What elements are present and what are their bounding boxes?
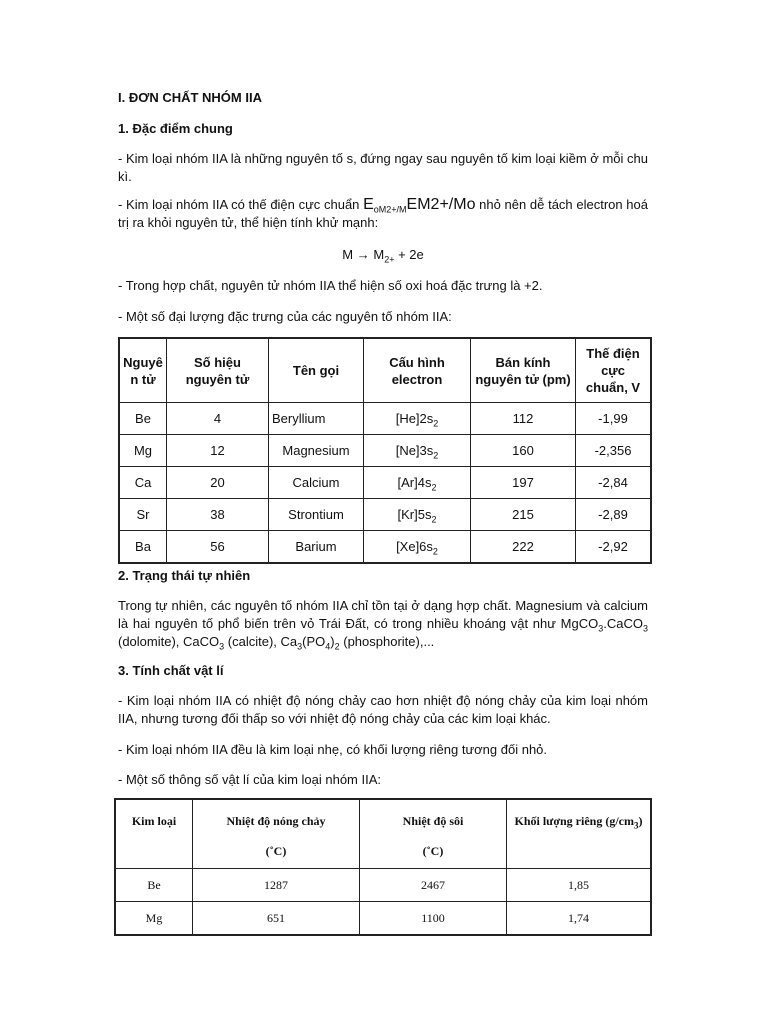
table-header-row xyxy=(115,799,651,869)
cell-radius: 197 xyxy=(471,467,576,499)
cell-boiling-point: 2467 xyxy=(360,869,507,902)
cell-radius: 112 xyxy=(471,403,576,435)
paragraph-electrode-potential: - Kim loại nhóm IIA có thế điện cực chuẩn $E_{oM2+/M}EM2+/Mo$ nhỏ nên dễ tách electron hoá trị ra khỏi nguyên tử, thể hiện tính khử mạnh: xyxy=(118,196,648,230)
table-row xyxy=(119,435,651,467)
element-properties-table xyxy=(118,337,652,564)
section-title: I. ĐƠN CHẤT NHÓM IIA xyxy=(118,90,262,105)
table-header: Nhiệt độ sôi (˚C) xyxy=(360,799,507,869)
cell-symbol: Sr xyxy=(119,499,167,531)
table-row xyxy=(119,499,651,531)
paragraph-light-metals: - Kim loại nhóm IIA đều là kim loại nhẹ, có khối lượng riêng tương đối nhỏ. xyxy=(118,742,548,757)
cell-configuration: $[Kr]5s_2$ xyxy=(364,499,471,531)
cell-configuration: $[Ne]3s_2$ xyxy=(364,435,471,467)
table-row xyxy=(119,403,651,435)
reduction-equation: $M \to M_{2+} + 2e$ xyxy=(342,247,424,265)
table-row xyxy=(115,902,651,936)
cell-potential: -2,92 xyxy=(576,531,652,564)
table-header: Khối lượng riêng $(g/cm_3)$ xyxy=(507,799,652,869)
paragraph-melting-point: - Kim loại nhóm IIA có nhiệt độ nóng chảy cao hơn nhiệt độ nóng chảy của kim loại nhóm IIA, nhưng tương đối thấp so với nhiệt độ nóng chảy của các kim loại khác. xyxy=(118,693,648,726)
cell-density: 1,74 xyxy=(507,902,652,936)
physical-properties-table xyxy=(114,798,652,936)
cell-radius: 215 xyxy=(471,499,576,531)
table-header: Bán kính nguyên tử (pm) xyxy=(471,338,576,403)
paragraph-natural-state: Trong tự nhiên, các nguyên tố nhóm IIA chỉ tồn tại ở dạng hợp chất. Magnesium và calcium là hai nguyên tố phổ biến trên vỏ Trái Đất, có trong nhiều khoáng vật như MgCO$_3$.CaCO$_3$ (dolomite), CaCO$_3$ (calcite), $Ca_3(PO_4)_2$ (phosphorite),... xyxy=(118,598,648,652)
subsection-title-natural-state: 2. Trạng thái tự nhiên xyxy=(118,568,251,583)
cell-potential: -1,99 xyxy=(576,403,652,435)
cell-potential: -2,84 xyxy=(576,467,652,499)
table-row xyxy=(115,869,651,902)
cell-potential: -2,89 xyxy=(576,499,652,531)
table-row xyxy=(119,467,651,499)
cell-metal: Be xyxy=(115,869,193,902)
cell-metal: Mg xyxy=(115,902,193,936)
cell-atomic-number: 4 xyxy=(167,403,269,435)
cell-name: Strontium xyxy=(269,499,364,531)
cell-configuration: $[He]2s_2$ xyxy=(364,403,471,435)
cell-radius: 160 xyxy=(471,435,576,467)
cell-symbol: Ba xyxy=(119,531,167,564)
paragraph-table2-intro: - Một số thông số vật lí của kim loại nhóm IIA: xyxy=(118,772,382,787)
subsection-title-general: 1. Đặc điểm chung xyxy=(118,121,233,136)
cell-configuration: $[Ar]4s_2$ xyxy=(364,467,471,499)
cell-name: Barium xyxy=(269,531,364,564)
table-header: Nhiệt độ nóng chảy (˚C) xyxy=(193,799,360,869)
cell-potential: -2,356 xyxy=(576,435,652,467)
cell-name: Magnesium xyxy=(269,435,364,467)
table-header: Số hiệu nguyên tử xyxy=(167,338,269,403)
cell-atomic-number: 38 xyxy=(167,499,269,531)
cell-boiling-point: 1100 xyxy=(360,902,507,936)
cell-symbol: Mg xyxy=(119,435,167,467)
cell-melting-point: 651 xyxy=(193,902,360,936)
paragraph-oxidation-state: - Trong hợp chất, nguyên tử nhóm IIA thể hiện số oxi hoá đặc trưng là +2. xyxy=(118,278,543,293)
paragraph-table1-intro: - Một số đại lượng đặc trưng của các nguyên tố nhóm IIA: xyxy=(118,309,452,324)
cell-configuration: $[Xe]6s_2$ xyxy=(364,531,471,564)
cell-atomic-number: 20 xyxy=(167,467,269,499)
cell-density: 1,85 xyxy=(507,869,652,902)
cell-melting-point: 1287 xyxy=(193,869,360,902)
table-header: Cấu hình electron xyxy=(364,338,471,403)
cell-name: Beryllium xyxy=(269,403,364,435)
table-header: Nguyê n tử xyxy=(119,338,167,403)
cell-symbol: Ca xyxy=(119,467,167,499)
table-header: Thế điện cực chuẩn, V xyxy=(576,338,652,403)
cell-symbol: Be xyxy=(119,403,167,435)
table-header: Tên gọi xyxy=(269,338,364,403)
table-row xyxy=(119,531,651,564)
subsection-title-physical: 3. Tính chất vật lí xyxy=(118,663,224,678)
cell-atomic-number: 56 xyxy=(167,531,269,564)
paragraph-group-s-elements: - Kim loại nhóm IIA là những nguyên tố s, đứng ngay sau nguyên tố kim loại kiềm ở mỗi chu kì. xyxy=(118,151,648,184)
cell-atomic-number: 12 xyxy=(167,435,269,467)
table-header-row xyxy=(119,338,651,403)
table-header: Kim loại xyxy=(115,799,193,869)
cell-radius: 222 xyxy=(471,531,576,564)
cell-name: Calcium xyxy=(269,467,364,499)
